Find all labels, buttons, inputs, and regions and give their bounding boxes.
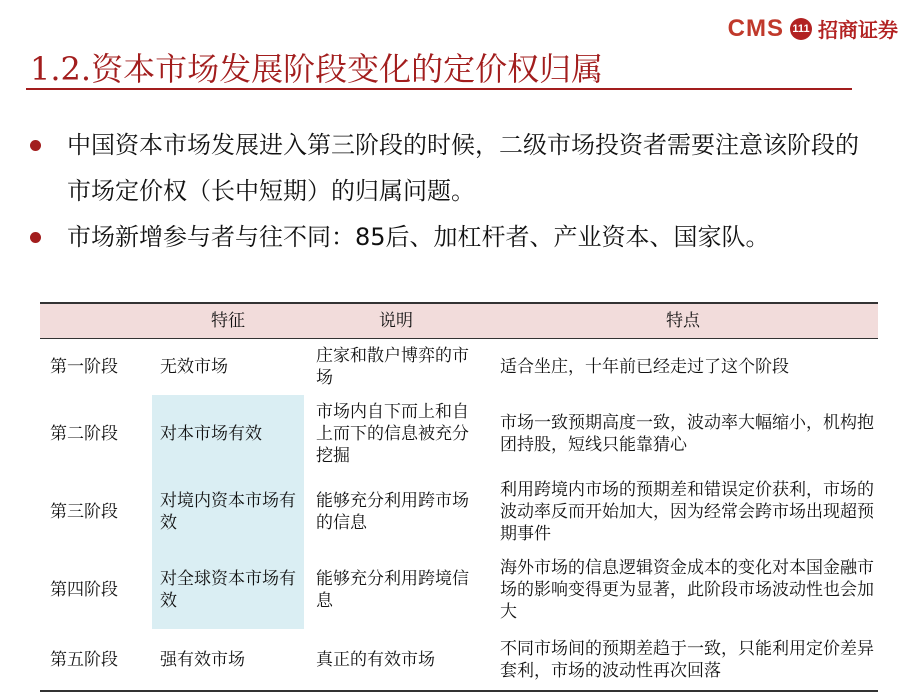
bullet-item	[30, 122, 890, 214]
bullet-text: 中国资本市场发展进入第三阶段的时候，二级市场投资者需要注意该阶段的市场定价权（长中短期）的归属问题。	[67, 131, 859, 205]
cell-feature: 对全球资本市场有效	[152, 551, 304, 629]
cell-stage: 第三阶段	[50, 502, 118, 522]
cell-description: 能够充分利用跨市场的信息	[316, 491, 469, 533]
cell-traits: 海外市场的信息逻辑资金成本的变化对本国金融市场的影响变得更为显著，此阶段市场波动性也会加大	[500, 558, 874, 622]
cell-traits: 利用跨境内市场的预期差和错误定价获利，市场的波动率反而开始加大，因为经常会跨市场出现超预期事件	[500, 480, 874, 544]
bullet-dot-icon	[30, 232, 41, 243]
header-traits: 特点	[488, 303, 878, 339]
table-row	[40, 473, 878, 551]
cell-description: 庄家和散户博弈的市场	[316, 346, 469, 388]
table-row	[40, 395, 878, 473]
table-row	[40, 629, 878, 691]
cell-traits: 市场一致预期高度一致，波动率大幅缩小，机构抱团持股，短线只能靠猜心	[500, 413, 874, 455]
slide-title: 1.2.资本市场发展阶段变化的定价权归属	[30, 50, 604, 88]
logo-cms-text: CMS	[727, 14, 784, 42]
cell-traits: 不同市场间的预期差趋于一致，只能利用定价差异套利，市场的波动性再次回落	[488, 629, 878, 691]
bullet-dot-icon	[30, 140, 41, 151]
cell-stage: 第四阶段	[50, 580, 118, 600]
table-row	[40, 339, 878, 396]
stages-table	[40, 302, 878, 692]
bullet-item	[30, 214, 890, 260]
header-feature: 特征	[152, 303, 304, 339]
title-divider	[26, 88, 852, 90]
table-header-row	[40, 303, 878, 339]
bullet-text: 市场新增参与者与往不同：85后、加杠杆者、产业资本、国家队。	[67, 223, 770, 251]
header-description: 说明	[304, 303, 488, 339]
logo-chinese-name: 招商证券	[818, 20, 898, 42]
cell-feature: 强有效市场	[152, 629, 304, 691]
cell-description: 真正的有效市场	[304, 629, 488, 691]
cell-traits: 适合坐庄，十年前已经走过了这个阶段	[500, 357, 789, 377]
cell-feature: 对本市场有效	[152, 395, 304, 473]
cell-stage: 第一阶段	[50, 357, 118, 377]
table-row	[40, 551, 878, 629]
cell-description: 市场内自下而上和自上而下的信息被充分挖掘	[316, 402, 469, 466]
logo-badge-icon: 111	[790, 18, 812, 40]
header-stage	[40, 303, 152, 339]
cell-feature: 对境内资本市场有效	[152, 473, 304, 551]
cell-description: 能够充分利用跨境信息	[316, 569, 469, 611]
cell-feature: 无效市场	[160, 357, 228, 377]
bullet-list	[30, 122, 890, 260]
company-logo	[728, 14, 898, 43]
cell-stage: 第五阶段	[40, 629, 152, 691]
cell-stage: 第二阶段	[50, 424, 118, 444]
